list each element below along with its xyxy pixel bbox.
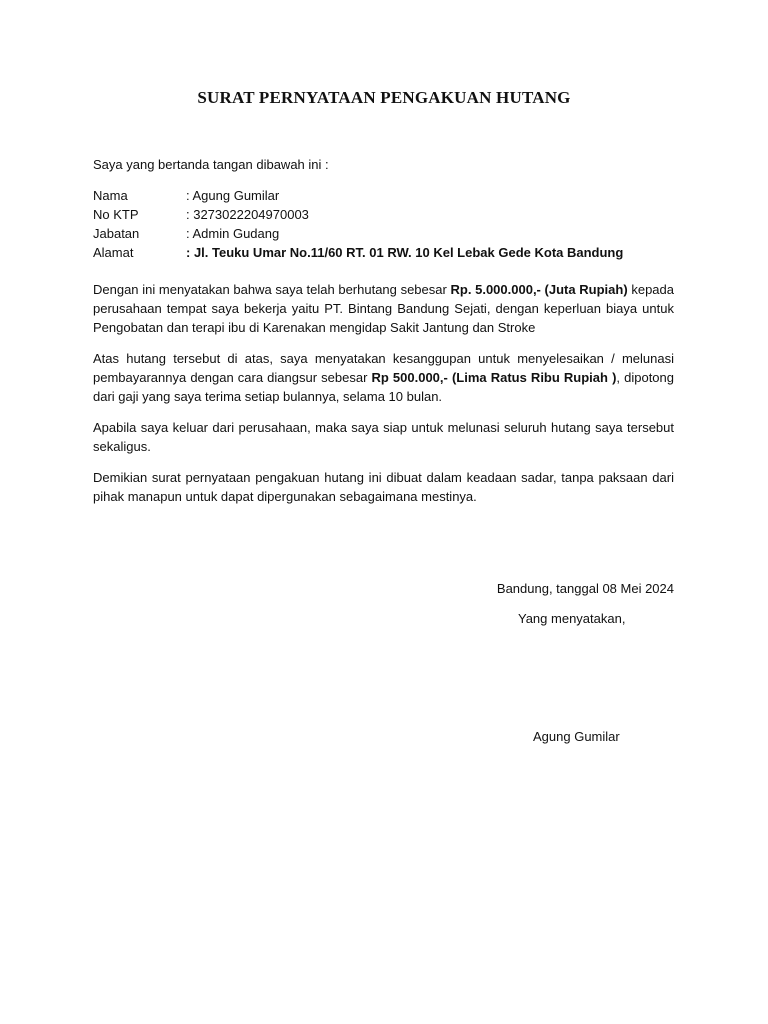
paragraph-installment-text-start: Atas hutang tersebut di atas, saya menyatakan kesanggupan untuk menyelesaikan / melunasi pembayarannya dengan cara diangsur sebesar xyxy=(93,351,674,385)
identity-value-nama: : Agung Gumilar xyxy=(186,188,280,203)
paragraph-installment-text-end: , dipotong dari gaji yang saya terima setiap bulannya, selama 10 bulan. xyxy=(93,370,674,404)
paragraph-debt-text-end: kepada perusahaan tempat saya bekerja yaitu PT. Bintang Bandung Sejati, dengan keperluan biaya untuk Pengobatan dan terapi ibu di Karenakan mengidap Sakit Jantung dan Stroke xyxy=(93,282,674,335)
identity-row-no-ktp xyxy=(93,205,693,224)
identity-value-no-ktp: : 3273022204970003 xyxy=(186,207,309,222)
intro-text: Saya yang bertanda tangan dibawah ini : xyxy=(93,157,329,172)
identity-block xyxy=(93,186,693,262)
identity-label-alamat: Alamat xyxy=(93,245,134,260)
identity-value-jabatan: : Admin Gudang xyxy=(186,226,280,241)
identity-row-alamat xyxy=(93,243,693,262)
signer-name: Agung Gumilar xyxy=(533,729,620,744)
identity-row-jabatan xyxy=(93,224,693,243)
installment-amount: Rp 500.000,- (Lima Ratus Ribu Rupiah ) xyxy=(371,370,617,385)
paragraph-resignation: Apabila saya keluar dari perusahaan, maka saya siap untuk melunasi seluruh hutang saya tersebut sekaligus. xyxy=(93,420,674,454)
identity-label-jabatan: Jabatan xyxy=(93,226,140,241)
place-date: Bandung, tanggal 08 Mei 2024 xyxy=(496,581,674,596)
identity-row-nama xyxy=(93,186,693,205)
paragraph-debt-text-start: Dengan ini menyatakan bahwa saya telah berhutang sebesar xyxy=(93,282,451,297)
identity-label-no-ktp: No KTP xyxy=(93,207,139,222)
identity-label-nama: Nama xyxy=(93,188,128,203)
paragraph-closing-statement: Demikian surat pernyataan pengakuan hutang ini dibuat dalam keadaan sadar, tanpa paksaan dari pihak manapun untuk dapat dipergunakan sebagaimana mestinya. xyxy=(93,470,674,504)
closing-phrase: Yang menyatakan, xyxy=(518,611,626,626)
debt-amount: Rp. 5.000.000,- (Juta Rupiah) xyxy=(450,282,628,297)
paragraph-debt-statement xyxy=(93,280,674,337)
identity-value-alamat: : Jl. Teuku Umar No.11/60 RT. 01 RW. 10 Kel Lebak Gede Kota Bandung xyxy=(186,245,624,260)
paragraph-installment xyxy=(93,349,674,406)
document-title: SURAT PERNYATAAN PENGAKUAN HUTANG xyxy=(197,88,571,107)
